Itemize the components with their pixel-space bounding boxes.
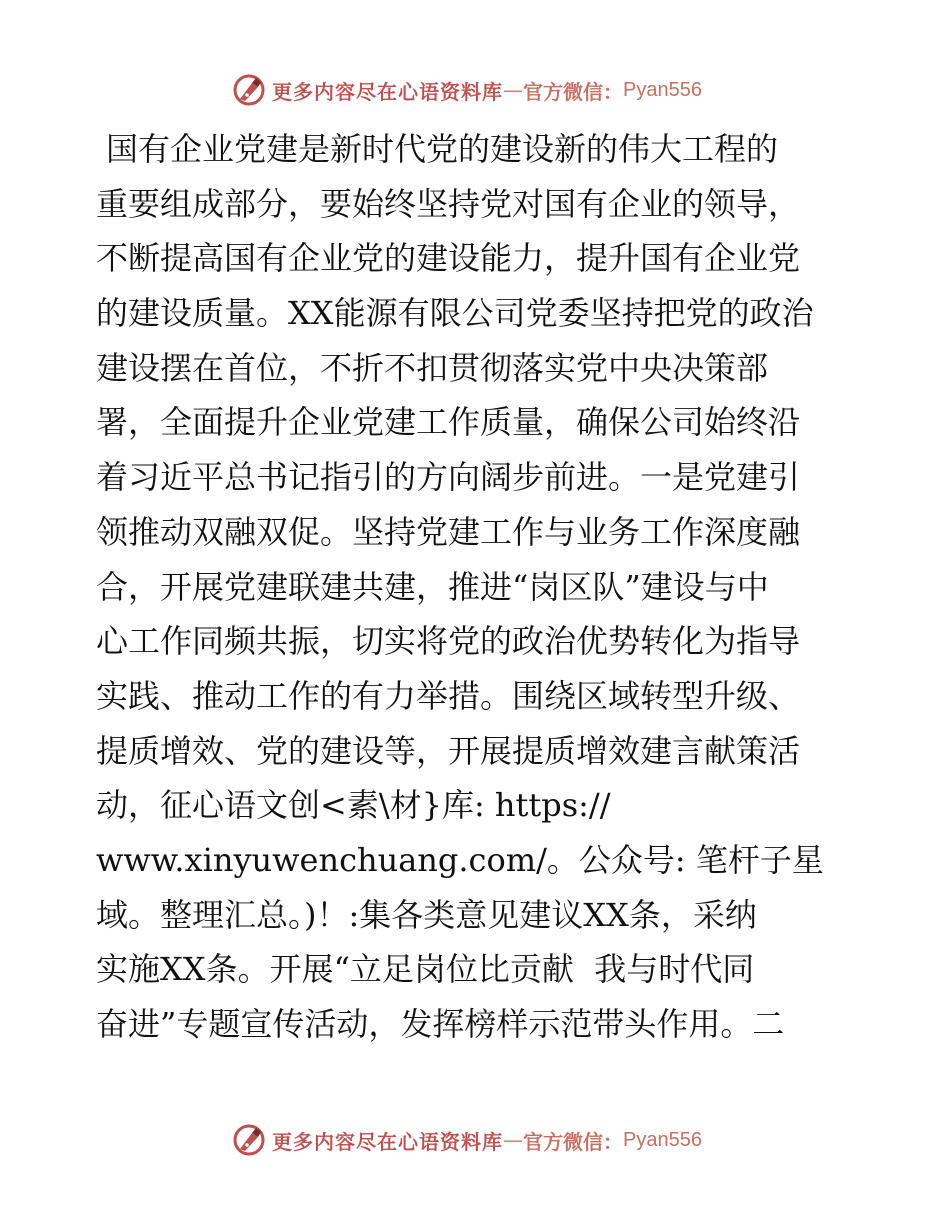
text-line: 国有企业党建是新时代党的建设新的伟大工程的 [106, 130, 779, 168]
text-line: 合，开展党建联建共建，推进“岗区队”建设与中 [96, 567, 769, 606]
banner-brand-text: 更多内容尽在心语资料库 [272, 79, 503, 104]
text-line: 实践、推动工作的有力举措。围绕区域转型升级、 [96, 676, 801, 715]
body-text [96, 122, 866, 1052]
text-line: 实施XX条。开展“立足岗位比贡献 我与时代同 [96, 950, 755, 989]
banner-wechat-label: 官方微信： [523, 1129, 623, 1154]
banner-wechat-id: Pyan556 [623, 78, 702, 101]
banner-dash: — [503, 78, 523, 102]
pen-nib-logo-icon [232, 73, 266, 107]
text-line: 的建设质量。XX能源有限公司党委坚持把党的政治 [96, 294, 814, 333]
banner-dash: — [503, 1128, 523, 1152]
text-line: 着习近平总书记指引的方向阔步前进。一是党建引 [96, 458, 801, 497]
text-line: 署，全面提升企业党建工作质量，确保公司始终沿 [96, 403, 801, 442]
pen-nib-logo-icon [232, 1123, 266, 1157]
text-line: 提质增效、党的建设等，开展提质增效建言献策活 [96, 731, 801, 770]
text-line: 动，征心语文创<素\材}库: https:// [96, 786, 611, 825]
text-line: 心工作同频共振，切实将党的政治优势转化为指导 [96, 622, 801, 661]
text-line: 建设摆在首位，不折不扣贯彻落实党中央决策部 [96, 348, 769, 387]
banner-wechat-id: Pyan556 [623, 1128, 702, 1151]
footer-banner [232, 1122, 792, 1158]
text-line: 领推动双融双促。坚持党建工作与业务工作深度融 [96, 512, 801, 551]
header-banner [232, 72, 792, 108]
banner-brand-text: 更多内容尽在心语资料库 [272, 1129, 503, 1154]
text-line: 重要组成部分，要始终坚持党对国有企业的领导， [96, 184, 801, 223]
text-line: 奋进”专题宣传活动，发挥榜样示范带头作用。二 [96, 1005, 785, 1043]
banner-wechat-label: 官方微信： [523, 79, 623, 104]
text-line: 域。整理汇总。)！:集各类意见建议XX条，采纳 [96, 895, 757, 934]
text-line: www.xinyuwenchuang.com/。公众号: 笔杆子星 [96, 840, 824, 879]
text-line: 不断提高国有企业党的建设能力，提升国有企业党 [96, 239, 801, 278]
